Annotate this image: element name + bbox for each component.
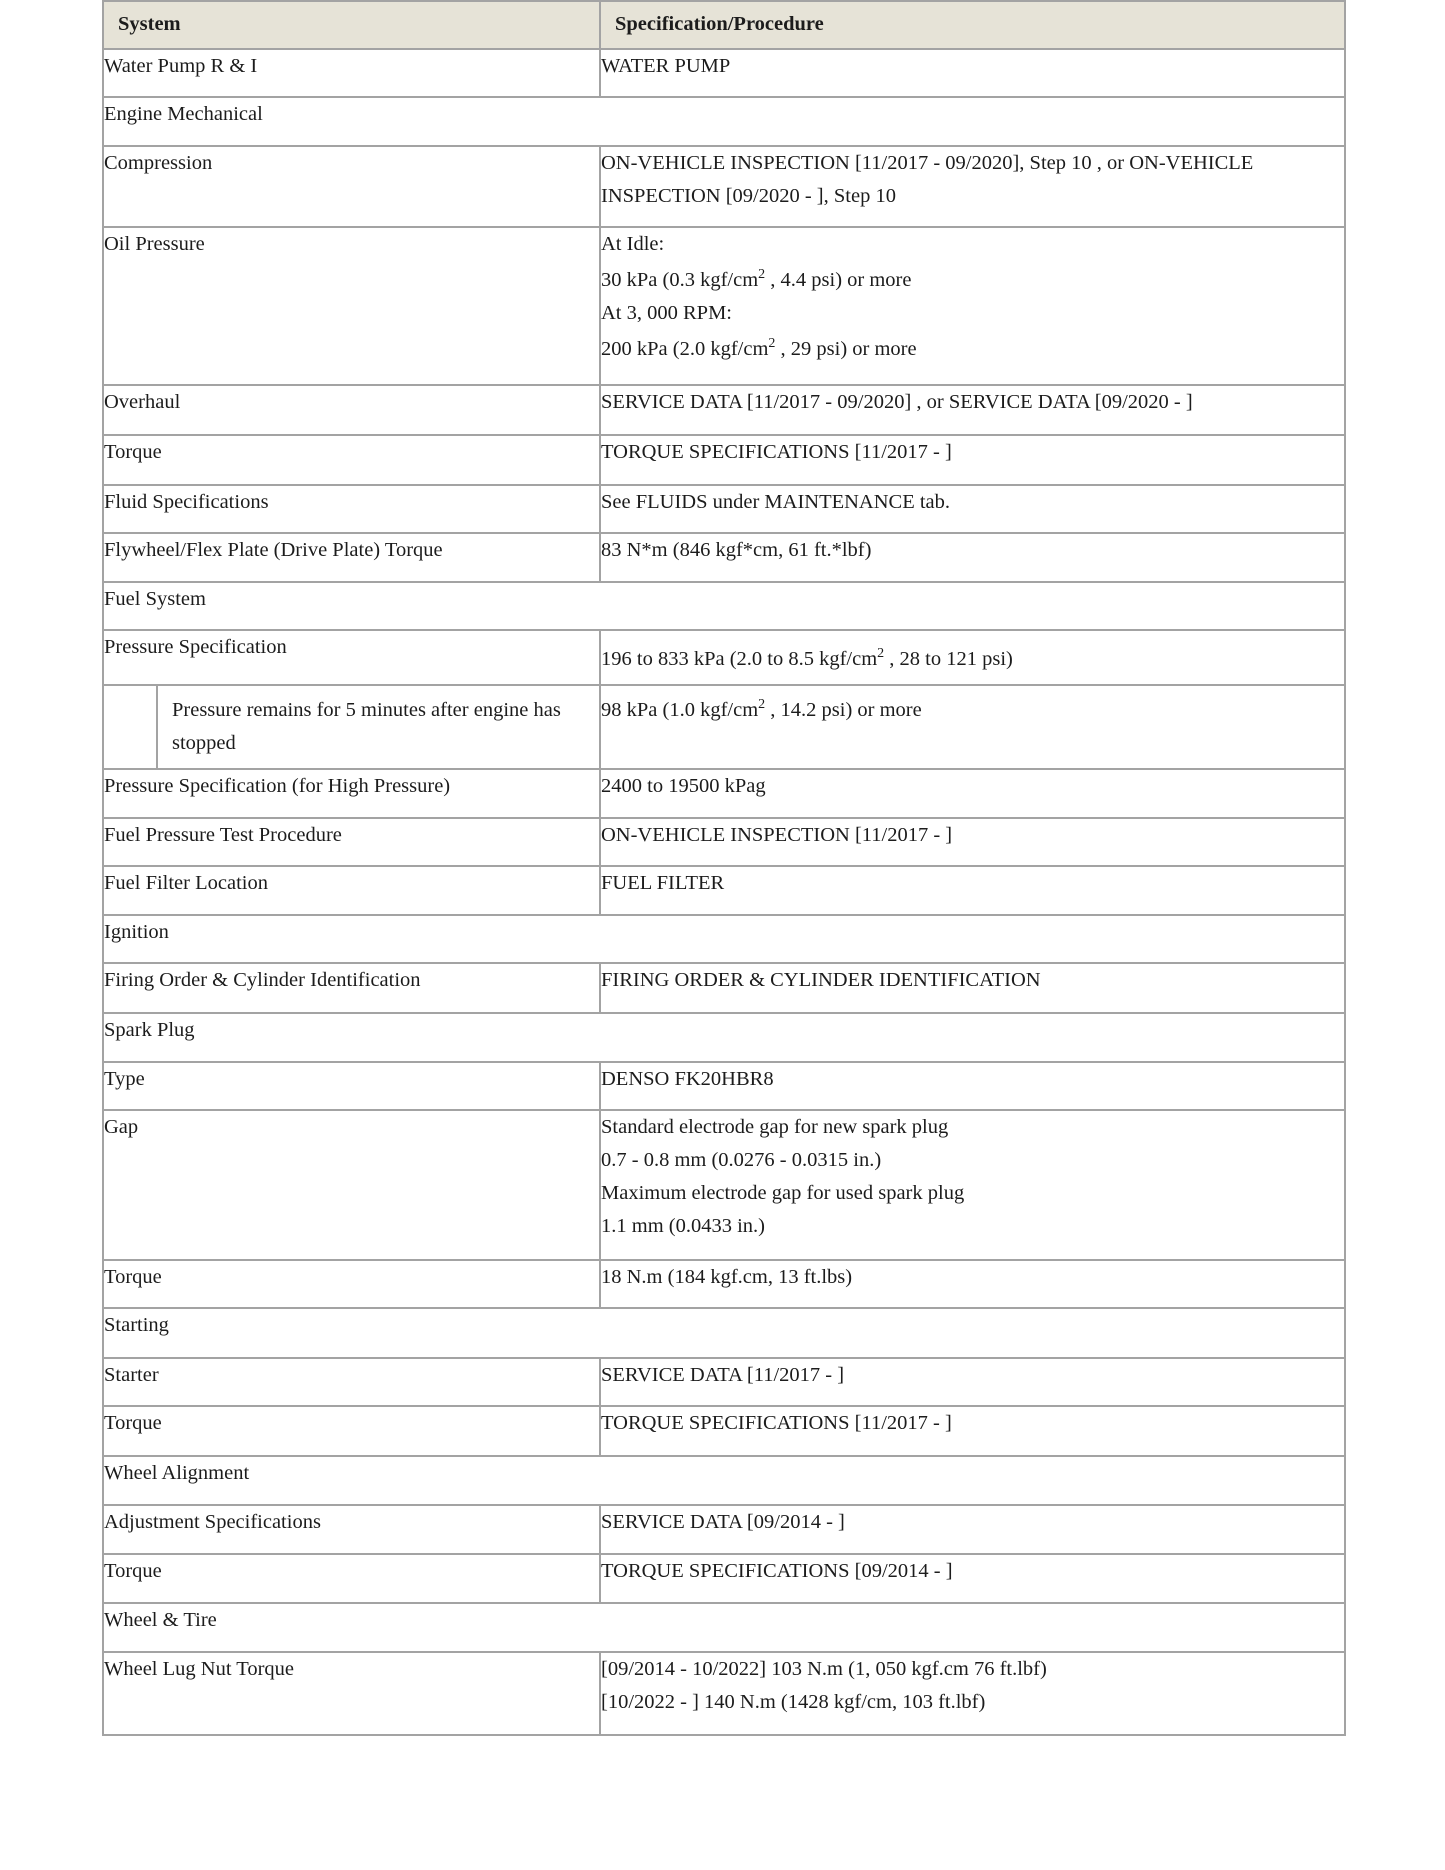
row-value: TORQUE SPECIFICATIONS [09/2014 - ]: [600, 1554, 1345, 1603]
row-value: [600, 1110, 1345, 1260]
table-row: [103, 1358, 1345, 1406]
row-label: Gap: [103, 1110, 600, 1260]
oil-idle-value: [601, 264, 1344, 297]
table-row: [103, 485, 1345, 533]
table-row: [103, 1110, 1345, 1260]
table-row: [103, 1652, 1345, 1735]
row-value: 18 N.m (184 kgf.cm, 13 ft.lbs): [600, 1260, 1345, 1308]
oil-rpm-sup: 2: [768, 336, 776, 352]
table-row: [103, 769, 1345, 818]
row-label: Pressure remains for 5 minutes after engine has stopped: [172, 699, 561, 754]
table-row: [103, 1505, 1345, 1554]
row-value: 83 N*m (846 kgf*cm, 61 ft.*lbf): [600, 533, 1345, 582]
row-label: Fluid Specifications: [103, 485, 600, 533]
row-label: Adjustment Specifications: [103, 1505, 600, 1554]
table-row: [103, 630, 1345, 685]
row-label: Torque: [103, 435, 600, 485]
row-label: Pressure Specification: [103, 630, 600, 685]
table-row: [103, 1406, 1345, 1456]
lug-line: [09/2014 - 10/2022] 103 N.m (1, 050 kgf.cm 76 ft.lbf): [601, 1658, 1047, 1680]
row-label: Wheel Lug Nut Torque: [103, 1652, 600, 1735]
row-value: DENSO FK20HBR8: [600, 1062, 1345, 1110]
row-value: See FLUIDS under MAINTENANCE tab.: [600, 485, 1345, 533]
table-row: [103, 685, 1345, 769]
section-heading: Ignition: [103, 915, 1345, 963]
row-value: ON-VEHICLE INSPECTION [11/2017 - ]: [600, 818, 1345, 866]
row-value: SERVICE DATA [11/2017 - 09/2020] , or SERVICE DATA [09/2020 - ]: [600, 385, 1345, 435]
table-row: [103, 963, 1345, 1013]
row-label: Fuel Filter Location: [103, 866, 600, 915]
row-value: WATER PUMP: [600, 49, 1345, 97]
section-row: [103, 1308, 1345, 1358]
row-value: FIRING ORDER & CYLINDER IDENTIFICATION: [600, 963, 1345, 1013]
row-label: Pressure Specification (for High Pressure): [103, 769, 600, 818]
row-value: [600, 227, 1345, 385]
oil-idle-label: At Idle:: [601, 233, 665, 255]
lug-line: [10/2022 - ] 140 N.m (1428 kgf/cm, 103 ft.lbf): [601, 1691, 986, 1713]
table-row: [103, 533, 1345, 582]
oil-idle-text-end: , 4.4 psi) or more: [765, 269, 912, 291]
header-system: System: [103, 1, 600, 49]
row-value: TORQUE SPECIFICATIONS [11/2017 - ]: [600, 1406, 1345, 1456]
row-value: SERVICE DATA [09/2014 - ]: [600, 1505, 1345, 1554]
row-label: Torque: [103, 1260, 600, 1308]
row-value: ON-VEHICLE INSPECTION [11/2017 - 09/2020], Step 10 , or ON-VEHICLE INSPECTION [09/2020 - ], Step 10: [600, 146, 1345, 227]
row-label: Firing Order & Cylinder Identification: [103, 963, 600, 1013]
row-label: Fuel Pressure Test Procedure: [103, 818, 600, 866]
row-label: Type: [103, 1062, 600, 1110]
pressure-spec-text-end: , 28 to 121 psi): [884, 648, 1013, 670]
row-label: Compression: [103, 146, 600, 227]
section-row: [103, 1456, 1345, 1505]
section-row: [103, 1603, 1345, 1652]
table-row: [103, 385, 1345, 435]
section-heading: Fuel System: [103, 582, 1345, 630]
section-heading: Wheel & Tire: [103, 1603, 1345, 1652]
row-label: Torque: [103, 1406, 600, 1456]
section-heading: Spark Plug: [103, 1013, 1345, 1062]
row-value: [600, 1652, 1345, 1735]
table-row: [103, 866, 1345, 915]
row-label: Torque: [103, 1554, 600, 1603]
table-row: [103, 1554, 1345, 1603]
gap-line: Standard electrode gap for new spark plug: [601, 1116, 949, 1138]
section-row: [103, 97, 1345, 146]
row-value: FUEL FILTER: [600, 866, 1345, 915]
gap-line: Maximum electrode gap for used spark plug: [601, 1182, 965, 1204]
pressure-remains-text-end: , 14.2 psi) or more: [765, 699, 922, 721]
oil-idle-text: 30 kPa (0.3 kgf/cm: [601, 269, 759, 291]
gap-line: 0.7 - 0.8 mm (0.0276 - 0.0315 in.): [601, 1149, 882, 1171]
row-value: 2400 to 19500 kPag: [600, 769, 1345, 818]
nested-wrap: [104, 686, 599, 768]
indent-bar: [104, 686, 158, 768]
row-label: Overhaul: [103, 385, 600, 435]
pressure-remains-text: 98 kPa (1.0 kgf/cm: [601, 699, 759, 721]
section-row: [103, 915, 1345, 963]
spec-table: [102, 0, 1346, 1736]
table-row: [103, 227, 1345, 385]
oil-idle-sup: 2: [758, 267, 766, 283]
row-label-nested: [103, 685, 600, 769]
row-value: [600, 630, 1345, 685]
table-row: [103, 146, 1345, 227]
oil-rpm-label: At 3, 000 RPM:: [601, 302, 732, 324]
row-label: Water Pump R & I: [103, 49, 600, 97]
section-heading: Engine Mechanical: [103, 97, 1345, 146]
pressure-spec-sup: 2: [877, 646, 885, 662]
section-row: [103, 582, 1345, 630]
table-row: [103, 435, 1345, 485]
table-header: [103, 1, 1345, 49]
section-heading: Starting: [103, 1308, 1345, 1358]
row-value: SERVICE DATA [11/2017 - ]: [600, 1358, 1345, 1406]
table-row: [103, 1062, 1345, 1110]
row-label: Oil Pressure: [103, 227, 600, 385]
row-value: TORQUE SPECIFICATIONS [11/2017 - ]: [600, 435, 1345, 485]
pressure-spec-text: 196 to 833 kPa (2.0 to 8.5 kgf/cm: [601, 648, 878, 670]
table-row: [103, 818, 1345, 866]
table-row: [103, 1260, 1345, 1308]
table-row: [103, 49, 1345, 97]
row-value: [600, 685, 1345, 769]
header-spec: Specification/Procedure: [600, 1, 1345, 49]
section-row: [103, 1013, 1345, 1062]
row-label: Starter: [103, 1358, 600, 1406]
pressure-remains-sup: 2: [758, 697, 766, 713]
oil-rpm-text-end: , 29 psi) or more: [775, 338, 917, 360]
gap-line: 1.1 mm (0.0433 in.): [601, 1215, 765, 1237]
section-heading: Wheel Alignment: [103, 1456, 1345, 1505]
oil-rpm-value: [601, 333, 1344, 366]
row-label: Flywheel/Flex Plate (Drive Plate) Torque: [103, 533, 600, 582]
oil-rpm-text: 200 kPa (2.0 kgf/cm: [601, 338, 769, 360]
